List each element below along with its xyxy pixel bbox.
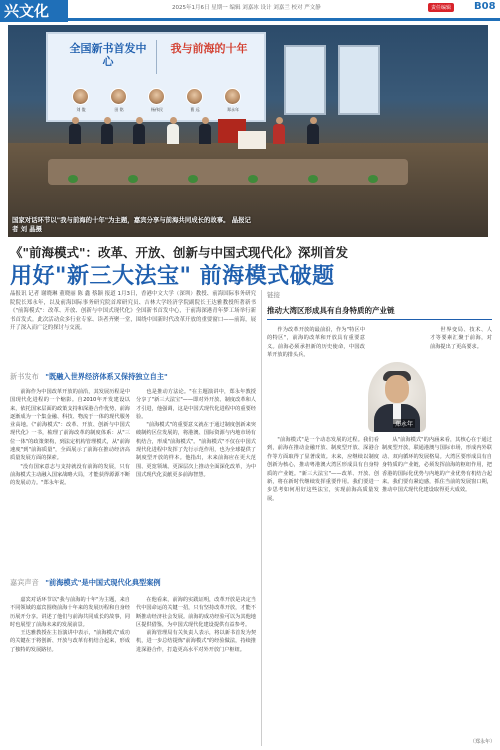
column-divider [261,290,262,746]
panelist [166,117,180,147]
sidebar-title: 推动大湾区形成具有自身特质的产业链 [267,305,492,320]
sidebar-column-2 [430,326,492,436]
page-masthead [0,0,500,22]
header-rule [68,18,500,21]
editor-badge: 责任编辑 [428,3,454,12]
speaker-name: 田 铭 [114,107,124,112]
article-lead: 晶报讯 记者 谢晓琳 董晓丽 陈 鑫 蔡颖 报道 1月3日，香港中文大学（深圳）教授、前海国际事务研究院院长郑永年，以及前海国际事务研究院首席研究员、吉林大学经济学院副院长王达雅教授所著新书《"前海模式"：改革、开放、创新与中国式现代化》全国新书首发中心，于前海深港青年梦工场举行新书首发式。此次活动众多行业专家、读者齐聚一堂，围绕中国新时代改革开放的重要窗口——前海，展开了深入而广泛的探讨与交流。 [10,291,256,332]
paragraph: "前海模式"是一个动态发展的过程。我们看到，前海在推动金融开放、制度型开放、深港合作等方面取得了显著成效。未来，应继续以制度创新为核心，推动粤港澳大湾区形成具有自身特质的产业链。"新三大法宝"——改革、开放、创新，将在新时代继续发挥重要作用。我们要进一步思考如何用好这些法宝，实现前海高质量发展。 [267,437,379,502]
paragraph: 王达雅教授在主旨演讲中表示，"前海模式"成功的关键在于将创新、开放与改革有机结合起来，形成了独特的发展路径。 [10,630,130,653]
paragraph: 作为改革开放的最前沿，作为"特区中的特区"，前海的改革和开放具有重要意义。前海必须承担新的历史使命，中国改革开放的排头兵。 [267,327,365,359]
sidebar-column-3 [267,436,379,746]
article-kicker: 《"前海模式"：改革、开放、创新与中国式现代化》深圳首发 [10,245,349,260]
paragraph: 世界变局、技术、人才等要素汇聚于前海，对前海提出了更高要求。 [430,327,492,350]
stage-plant [368,175,378,183]
screen-divider [156,40,157,74]
paragraph: 在他看来，前海的实践证明，改革开放是决定当代中国命运的关键一招，只有坚持改革开放，才能不断推动经济社会发展。前海的成功经验可以为其他地区提供借鉴，为中国式现代化建设提供有益参考。 [136,597,256,628]
stage-plant [308,175,318,183]
speaker-avatar [224,88,241,105]
panelist [100,117,114,147]
speaker-name: 曹 远 [190,107,200,112]
section-title: "前海模式"是中国式现代化典型案例 [45,578,161,587]
event-photo [8,25,488,237]
screen-title-left: 全国新书首发中心 [69,42,147,68]
screen-title-right: 我与前海的十年 [170,42,248,55]
side-screen [284,45,326,115]
panelist [132,117,146,147]
stage-table [238,131,266,149]
stage-plant [248,175,258,183]
paragraph: "前海模式"的重要意义就在于通过制度创新来突破制约区位发展的，将港澳、国际资源与内地市场有机结合，形成"前海模式"。"前海模式"不仅在中国式现代化进程中发挥了先行示范作用，也为全球提供了制度型开放的样本。他指出，未来前海应在更大范围、更宽领域、更深层次上推动全面深化改革，为中国式现代化贡献更多前海智慧。 [136,422,256,478]
section-label: 嘉宾声音 [10,578,39,587]
article-column-3 [10,596,130,746]
section-heading-guest-voices [10,578,161,588]
stage-plant [188,175,198,183]
article-column-4 [136,596,256,746]
speaker-name: 刘 俊 [76,107,86,112]
paragraph: 嘉宾对话环节以"我与前海的十年"为主题，来自不同领域的嘉宾围绕前海十年来的发展历程和自身经历展开分享。讲述了他们与前海共同成长的故事，同时也展望了前海未来的发展前景。 [10,597,130,628]
section-title: 兴文化 [0,0,68,22]
speaker-avatar [72,88,89,105]
stage-plant [128,175,138,183]
panelist [198,117,212,147]
portrait-name: 郑永年 [395,421,414,428]
page-number: B08 [474,1,496,12]
side-screen [338,45,380,115]
paragraph: 前海作为中国改革开放的前沿，其发展历程是中国现代化进程的一个缩影。自2010年开发建设以来，依托国家层面的政策支持和深港合作优势，前海逐渐成为一个集金融、科技、物流于一体的现代服务业高地。《"前海模式"：改革、开放、创新与中国式现代化》一书，梳理了前海改革的制度体系：从"三位一体"的政策架构，到法定机构管理模式，从"前海速度"到"前海质量"，全面展示了前海在推动经济高质量发展方面的探索。 [10,389,130,462]
section-title: "既融入世界经济体系又保持独立自主" [45,372,168,381]
section-heading-new-book [10,372,168,382]
article-headline: 用好"新三大法宝" 前海模式破题 [10,264,335,289]
paragraph: 从"前海模式"的内涵来看，其核心在于通过制度型开放，联通港澳与国际市场，形成内外联动、双向循环的发展格局。大湾区要形成具有自身特质的产业链，必须发挥前海的枢纽作用，把香港的国际化优势与内地的产业优势有机结合起来。我们要有紧迫感，抓住当前的发展窗口期，推动中国式现代化建设取得更大成效。 [382,437,492,494]
speaker-avatar [110,88,127,105]
article-column-1 [10,388,130,553]
paragraph: 也是推动方法论。"在主题演讲中，郑永年教授分享了"新三大法宝"——即对外开放、制度改革和人才引进，他强调，这是中国式现代化进程中的重要经验。 [136,389,256,420]
speaker-avatar [148,88,165,105]
sidebar-column-1 [267,326,365,436]
sidebar-column-4 [382,436,492,746]
photo-caption: 国家对话环节以"我与前海的十年"为主题，嘉宾分享与前海共同成长的故事。 晶报记者 刘 晶摄 [12,216,251,233]
panelist [272,117,286,147]
speaker-name: 郑永年 [227,107,239,112]
issue-meta: 2025年1月6日 星期一 编辑 刘嘉冰 设计 刘嘉兰 校对 严文静 [172,5,321,11]
paragraph: "没有国家意志与支持就没有前海的发展，只有前海模式主动融入国家战略大局，才能获得源源不断的发展动力。"郑永年说。 [10,463,130,487]
sidebar-label: 链接 [267,291,280,299]
section-label: 新书发布 [10,372,39,381]
stage-screen [46,32,266,122]
stage-plant [68,175,78,183]
sidebar-author: （郑永年） [470,739,496,745]
article-column-2 [136,388,256,553]
speaker-name: 杨伟民 [151,107,163,112]
stage-front [48,159,408,185]
panelist [68,117,82,147]
panelist [306,117,320,147]
paragraph: 前海管理局有关负责人表示，将以新书首发为契机，进一步总结提炼"前海模式"的经验做法，持续推进深港合作，打造更高水平对外开放门户枢纽。 [136,630,256,653]
speaker-avatar [186,88,203,105]
